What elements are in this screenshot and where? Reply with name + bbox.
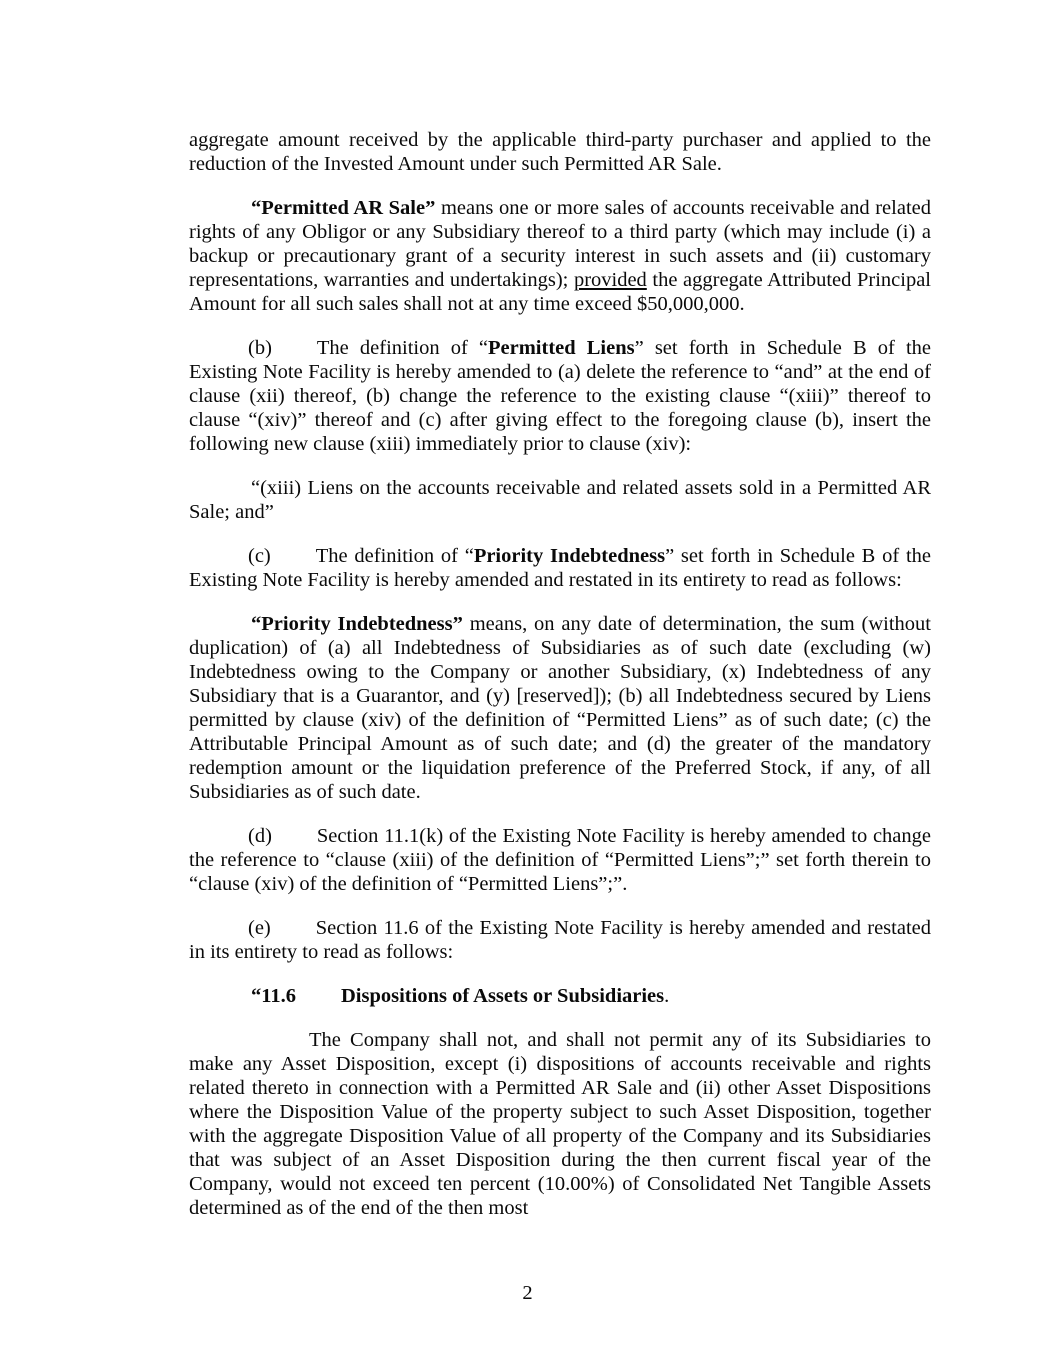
body-text: The definition of “ xyxy=(315,545,474,567)
body-text: means, on any date of determination, the sum (without duplication) of (a) all Indebtedness of Subsidiaries as of such date (excluding (w) Indebtedness owing to the Company or another Subsidiary, (x) Indebtedness of any Subsidiary that is a Guarantor, and (y) [reserved]); (b) all Indebtedness secured by Liens permitted by clause (xiv) of the definition of “Permitted Liens” as of such date; (c) the Attributable Principal Amount as of such date; and (d) the greater of the mandatory redemption amount or the liquidation preference of the Preferred Stock, if any, of all Subsidiaries as of such date. xyxy=(189,613,931,803)
body-text: aggregate amount received by the applicable third-party purchaser and applied to the reduction of the Invested Amount under such Permitted AR Sale. xyxy=(189,129,931,175)
body-text: The definition of “ xyxy=(316,337,488,359)
body-text: means one or more sales of accounts receivable and related rights of any Obligor or any Subsidiary thereof to a third party (which may include (i) a backup or precautionary grant of a security interest in such assets and (ii) customary representations, warranties and undertakings); xyxy=(189,197,931,291)
heading-section-11-6 xyxy=(189,984,931,1008)
body-text: Section 11.6 of the Existing Note Facility is hereby amended and restated in its entirety to read as follows: xyxy=(189,917,931,963)
body-text: Section 11.1(k) of the Existing Note Facility is hereby amended to change the reference to “clause (xiii) of the definition of “Permitted Liens”;” set forth therein to “clause (xiv) of the definition of “Permitted Liens”;”. xyxy=(189,825,931,895)
paragraph-dispositions-body xyxy=(189,1028,931,1220)
body-text: the aggregate Attributed Principal Amount for all such sales shall not at any time exceed $50,000,000. xyxy=(189,269,931,315)
section-d-paragraph xyxy=(189,824,931,896)
heading-number: “11.6 xyxy=(251,985,296,1007)
section-label-d: (d) xyxy=(248,825,272,847)
section-label-b: (b) xyxy=(248,337,272,359)
heading-title: Dispositions of Assets or Subsidiaries xyxy=(341,985,665,1007)
section-label-c: (c) xyxy=(248,545,271,567)
definition-priority-indebtedness xyxy=(189,612,931,804)
section-b-paragraph xyxy=(189,336,931,456)
defined-term-permitted-liens: Permitted Liens xyxy=(488,337,635,359)
body-text: “(xiii) Liens on the accounts receivable and related assets sold in a Permitted AR Sale; and” xyxy=(189,477,931,523)
proviso-underlined: provided xyxy=(573,269,647,291)
heading-period: . xyxy=(664,985,670,1007)
defined-term-priority-indebtedness: Priority Indebtedness xyxy=(473,545,666,567)
section-e-paragraph xyxy=(189,916,931,964)
page-number: 2 xyxy=(522,1282,533,1304)
defined-term-priority-indebtedness: “Priority Indebtedness” xyxy=(251,613,463,635)
definition-permitted-ar-sale xyxy=(189,196,931,316)
body-text: ” set forth in Schedule B of the Existing Note Facility is hereby amended to (a) delete the reference to “and” at the end of clause (xii) thereof, (b) change the reference to the existing clause “(xiii)” thereof to clause “(xiv)” thereof and (c) after giving effect to the foregoing clause (b), insert the following new clause (xiii) immediately prior to clause (xiv): xyxy=(189,337,931,455)
paragraph-continuation-permitted-ar-sale xyxy=(189,128,931,176)
section-c-paragraph xyxy=(189,544,931,592)
body-text: The Company shall not, and shall not permit any of its Subsidiaries to make any Asset Disposition, except (i) dispositions of accounts receivable and rights related thereto in connection with a Permitted AR Sale and (ii) other Asset Dispositions where the Disposition Value of the property subject to such Asset Disposition, together with the aggregate Disposition Value of all property of the Company and its Subsidiaries that was subject of an Asset Disposition during the then current fiscal year of the Company, would not exceed ten percent (10.00%) of Consolidated Net Tangible Assets determined as of the end of the then most xyxy=(189,1029,931,1219)
defined-term-permitted-ar-sale: “Permitted AR Sale” xyxy=(251,197,436,219)
section-label-e: (e) xyxy=(248,917,271,939)
body-text: ” set forth in Schedule B of the Existing Note Facility is hereby amended and restated in its entirety to read as follows: xyxy=(189,545,932,591)
inserted-clause-xiii xyxy=(189,476,931,524)
